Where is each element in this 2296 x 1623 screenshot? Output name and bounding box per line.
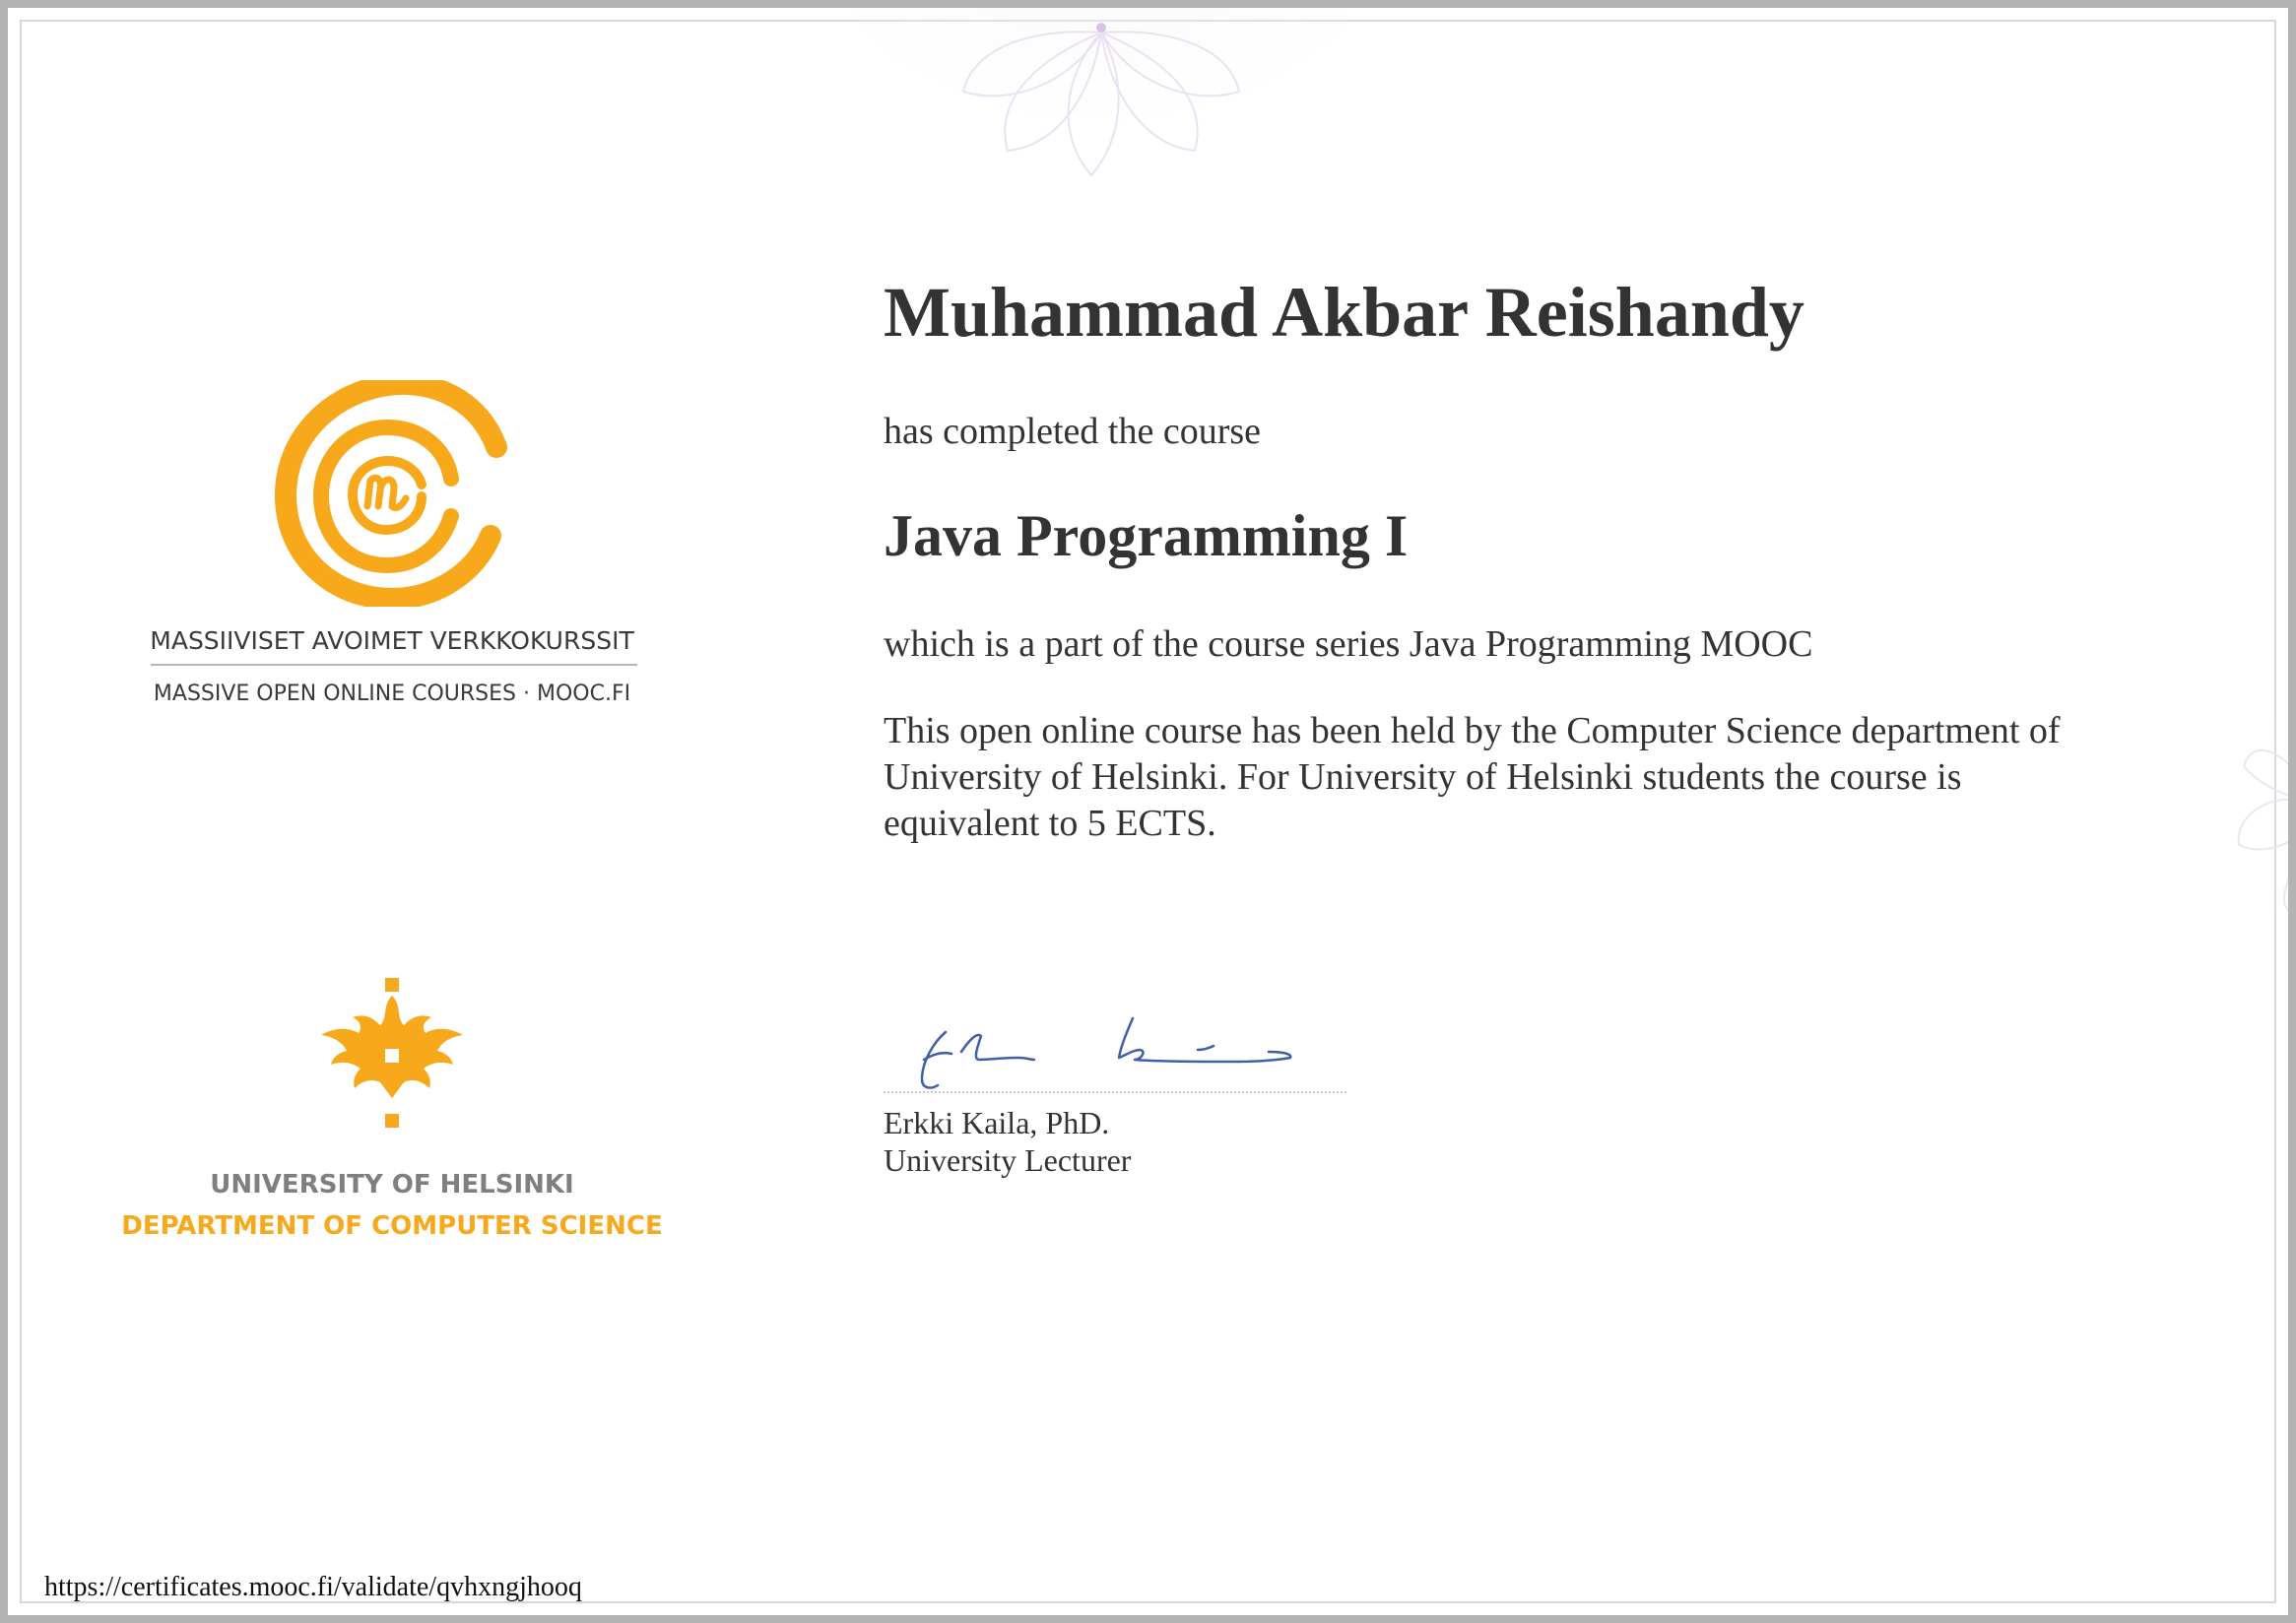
course-series-statement: which is a part of the course series Java Programming MOOC (884, 623, 1813, 665)
recipient-name: Muhammad Akbar Reishandy (884, 273, 1804, 352)
mooc-logo-text-finnish: MASSIIVISET AVOIMET VERKKOKURSSIT (150, 626, 634, 655)
completion-statement: has completed the course (884, 411, 1262, 452)
helsinki-flame-logo-icon (303, 978, 481, 1145)
decorative-flower-icon (2126, 589, 2288, 1042)
department-name: DEPARTMENT OF COMPUTER SCIENCE (121, 1211, 663, 1241)
signer-name: Erkki Kaila, PhD. (884, 1105, 1110, 1140)
certificate-page (8, 8, 2288, 1615)
handwritten-signature (904, 1003, 1347, 1101)
mooc-logo-divider (151, 664, 637, 666)
mooc-spiral-logo-icon (274, 380, 510, 607)
signature-line (884, 1091, 1346, 1093)
course-title: Java Programming I (884, 503, 1409, 568)
university-name: UNIVERSITY OF HELSINKI (210, 1170, 574, 1200)
course-description: This open online course has been held by the Computer Science department of University of Helsinki. For University of Helsinki students the course is equivalent to 5 ECTS. (884, 710, 2061, 844)
signer-title: University Lecturer (884, 1142, 1132, 1178)
validation-url: https://certificates.mooc.fi/validate/qvhxngjhooq (44, 1572, 582, 1602)
decorative-flower-icon (845, 8, 1357, 274)
mooc-logo-text-english: MASSIVE OPEN ONLINE COURSES · MOOC.FI (153, 682, 631, 706)
